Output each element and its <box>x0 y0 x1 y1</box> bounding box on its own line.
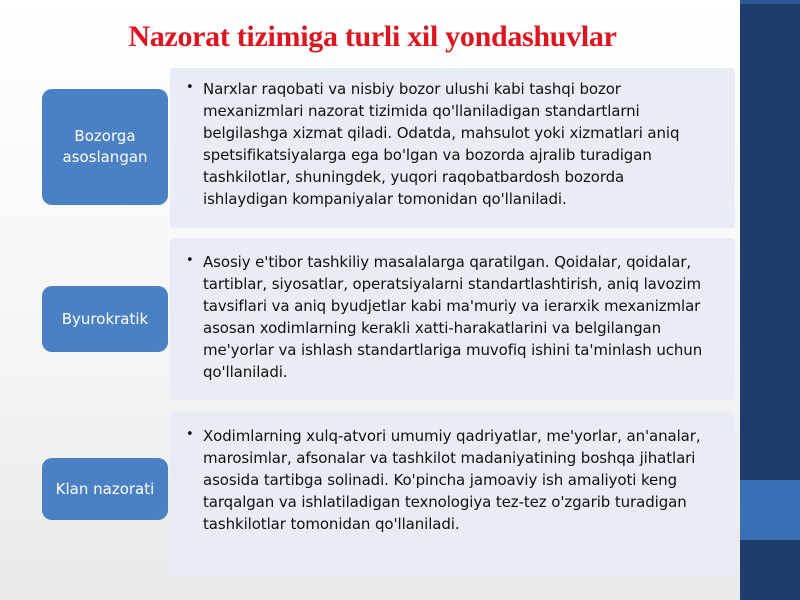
slide-title: Nazorat tizimiga turli xil yondashuvlar <box>128 20 617 53</box>
approach-label-clan: Klan nazorati <box>42 458 168 520</box>
bullet-clan: • <box>186 427 194 442</box>
approach-label-market: Bozorga asoslangan <box>42 89 168 205</box>
description-text-bureaucratic: Asosiy e'tibor tashkiliy masalalarga qaratilgan. Qoidalar, qoidalar, tartiblar, siyosatlar, operatsiyalarni standartlashtirish, aniq lavozim tavsiflari va aniq byudjetlar kabi ma'muriy va ierarxik mexanizmlar asosan xodimlarning kerakli xatti-harakatlarini va belgilangan me'yorlar va ishlash standartlariga muvofiq ishini ta'minlash uchun qo'llaniladi. <box>203 253 703 381</box>
bullet-bureaucratic: • <box>186 253 194 268</box>
approach-label-bureaucratic: Byurokratik <box>42 286 168 352</box>
right-bar-top-accent <box>740 0 800 4</box>
description-text-market: Narxlar raqobati va nisbiy bozor ulushi kabi tashqi bozor mexanizmlari nazorat tizimida qo'llaniladigan standartlarni belgilashga xizmat qiladi. Odatda, mahsulot yoki xizmatlari aniq spetsifikatsiyalarga ega bo'lgan va bozorda ajralib turadigan tashkilotlar, shuningdek, yuqori raqobatbardosh bozorda ishlaydigan kompaniyalar tomonidan qo'llaniladi. <box>203 80 680 208</box>
bullet-market: • <box>186 80 194 95</box>
right-decorative-bar <box>740 0 800 600</box>
right-bar-accent-band <box>740 480 800 540</box>
description-text-clan: Xodimlarning xulq-atvori umumiy qadriyatlar, me'yorlar, an'analar, marosimlar, afsonalar va tashkilot madaniyatining boshqa jihatlari asosida tartibga solinadi. Ko'pincha jamoaviy ish amaliyoti keng tarqalgan va ishlatiladigan texnologiya tez-tez o'zgarib turadigan tashkilotlar tomonidan qo'llaniladi. <box>203 427 701 533</box>
